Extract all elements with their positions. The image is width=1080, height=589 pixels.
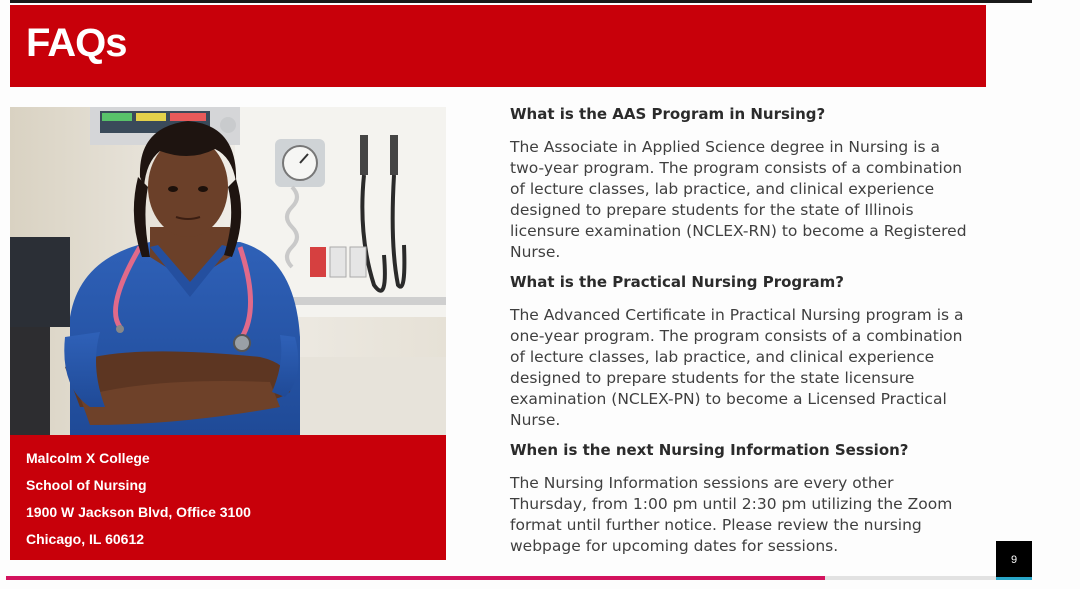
school-name: School of Nursing bbox=[26, 477, 147, 493]
faq-item bbox=[510, 273, 970, 431]
faq-answer: The Advanced Certificate in Practical Nursing program is a one-year program. The program consists of a combination of lecture classes, lab practice, and clinical experience designed to prepare students for the state licensure examination (NCLEX-PN) to become a Licensed Practical Nurse. bbox=[510, 306, 964, 429]
slide-progress-track bbox=[6, 576, 1030, 580]
college-info-box bbox=[10, 435, 446, 560]
faq-answer: The Nursing Information sessions are every other Thursday, from 1:00 pm until 2:30 pm utilizing the Zoom format until further notice. Please review the nursing webpage for upcoming dates for sessions. bbox=[510, 474, 953, 555]
city-address: Chicago, IL 60612 bbox=[26, 531, 145, 547]
faq-question: When is the next Nursing Information Session? bbox=[510, 441, 909, 459]
faq-answer: The Associate in Applied Science degree in Nursing is a two-year program. The program consists of a combination of lecture classes, lab practice, and clinical experience designed to prepare students for the state of Illinois licensure examination (NCLEX-RN) to become a Registered Nurse. bbox=[510, 138, 967, 261]
faq-question: What is the AAS Program in Nursing? bbox=[510, 105, 826, 123]
faq-question: What is the Practical Nursing Program? bbox=[510, 273, 844, 291]
nurse-photo bbox=[10, 107, 446, 435]
page-title: FAQs bbox=[26, 21, 127, 65]
street-address: 1900 W Jackson Blvd, Office 3100 bbox=[26, 504, 251, 520]
college-name: Malcolm X College bbox=[26, 450, 150, 466]
page-number-accent bbox=[996, 577, 1032, 580]
page-number: 9 bbox=[996, 541, 1032, 579]
faq-item bbox=[510, 105, 970, 263]
slide-progress-fill bbox=[6, 576, 825, 580]
top-divider bbox=[10, 0, 1032, 3]
header-banner bbox=[10, 5, 986, 87]
nurse-illustration bbox=[10, 107, 446, 435]
faq-item bbox=[510, 441, 970, 557]
